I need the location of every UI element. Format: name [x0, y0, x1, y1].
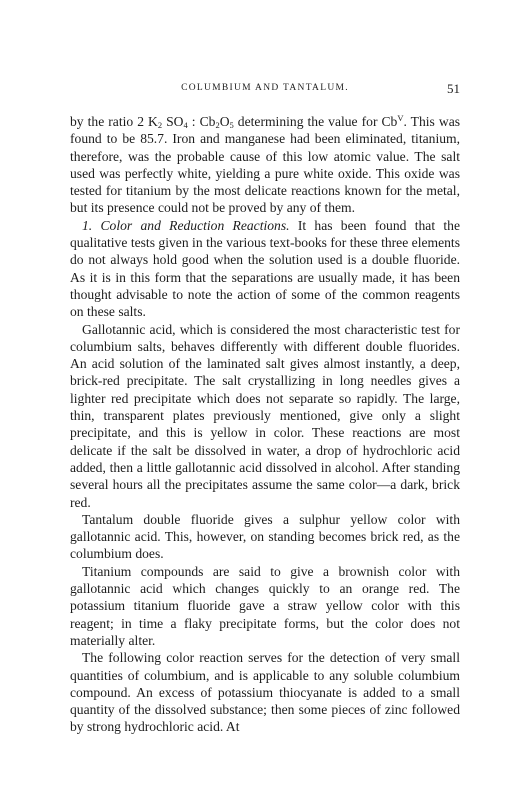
- running-head: COLUMBIUM AND TANTALUM.: [181, 83, 349, 93]
- paragraph-4: Tantalum double fluoride gives a sulphur yellow color with gallotannic acid. This, however, on standing becomes brick red, as the columbium does.: [70, 511, 460, 562]
- p1-text-d: O: [219, 114, 230, 129]
- paragraph-5: Titanium compounds are said to give a brownish color with gallotannic acid which changes quickly to an orange red. The potassium titanium fluoride gave a straw yellow color with this reagent; in time a flaky precipitate forms, but the color does not materially alter.: [70, 563, 460, 648]
- paragraph-1: [70, 113, 460, 217]
- paragraph-3: Gallotannic acid, which is considered the most characteristic test for columbium salts, behaves differently with different double fluorides. An acid solution of the laminated salt gives almost instantly, a deep, brick-red precipitate. The salt crystallizing in long needles gives a lighter red precipitate which does not separate so rapidly. The large, thin, transparent plates previously mentioned, give only a slight precipitate, and this is yellow in color. These reactions are most delicate if the salt be dissolved in water, a drop of hydrochloric acid added, then a little gallotannic acid dissolved in alcohol. After standing several hours all the precipitates assume the same color—a dark, brick red.: [70, 321, 460, 510]
- paragraph-2-text: It has been found that the qualitative tests given in the various text-books for these three elements do not always hold good when the solution used is a double fluoride. As it is in this form that the separations are usually made, it has been thought advisable to note the action of some of the common reagents on these salts.: [70, 217, 460, 320]
- p1-text-f: . This was found to be 85.7. Iron and manganese had been eliminated, titanium, therefore, was the probable cause of this low atomic value. The salt used was perfectly white, yielding a pure white oxide. This oxide was tested for titanium by the most delicate reactions known for the metal, but its presence could not be proved by any of them.: [70, 114, 461, 216]
- page-header: [70, 82, 460, 98]
- p1-text-e: determining the value for Cb: [233, 114, 398, 129]
- p1-subscript-2: 4: [183, 120, 188, 130]
- section-heading: 1. Color and Reduction Reactions.: [82, 217, 290, 233]
- p1-text-c: : Cb: [187, 114, 216, 129]
- body-text: [70, 113, 460, 736]
- p1-text-b: SO: [162, 114, 184, 129]
- paragraph-2: [70, 217, 460, 321]
- paragraph-6: The following color reaction serves for the detection of very small quantities of columbium, and is applicable to any soluble columbium compound. An excess of potassium thiocyanate is added to a small quantity of the dissolved substance; then some pieces of zinc followed by strong hydrochloric acid. At: [70, 650, 460, 735]
- p1-subscript-4: 5: [229, 120, 234, 130]
- p1-subscript-1: 2: [157, 120, 163, 130]
- p1-text-a: by the ratio 2 K: [70, 114, 158, 129]
- p1-subscript-3: 2: [215, 120, 220, 130]
- p1-superscript: V: [397, 113, 404, 123]
- page-number: 51: [447, 81, 460, 96]
